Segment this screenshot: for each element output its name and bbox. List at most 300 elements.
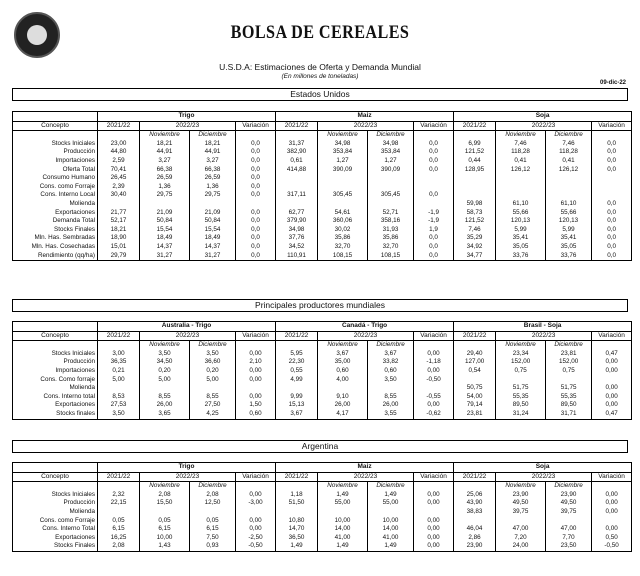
- value-cell: 3,67: [276, 410, 318, 419]
- value-cell: 1,36: [190, 183, 236, 192]
- value-cell: 18,90: [98, 234, 140, 243]
- value-cell: 54,61: [318, 209, 368, 218]
- value-cell: 0,0: [592, 226, 632, 235]
- row-label: Stocks finales: [13, 410, 98, 419]
- value-cell: 47,00: [496, 525, 546, 534]
- value-cell: -0,50: [236, 542, 276, 551]
- value-cell: 0,20: [190, 367, 236, 376]
- value-cell: [496, 174, 546, 183]
- value-cell: 0,0: [236, 226, 276, 235]
- diciembre-header: Diciembre: [546, 341, 592, 350]
- value-cell: 3,50: [368, 376, 414, 385]
- value-cell: 26,00: [140, 401, 190, 410]
- table-argentina: [12, 462, 632, 552]
- value-cell: 110,91: [276, 252, 318, 261]
- value-cell: 0,00: [236, 367, 276, 376]
- table-row: [13, 491, 632, 500]
- year-2021-header: 2021/22: [454, 472, 496, 482]
- value-cell: 0,0: [236, 140, 276, 149]
- year-2021-header: 2021/22: [276, 472, 318, 482]
- crop-header: Maiz: [276, 463, 454, 473]
- value-cell: 27,50: [190, 401, 236, 410]
- value-cell: [414, 174, 454, 183]
- value-cell: 49,50: [496, 499, 546, 508]
- value-cell: 0,00: [414, 517, 454, 526]
- month-blank: [454, 341, 496, 350]
- value-cell: 18,21: [98, 226, 140, 235]
- value-cell: 50,84: [190, 217, 236, 226]
- value-cell: 31,27: [140, 252, 190, 261]
- subtitle: U.S.D.A: Estimaciones de Oferta y Demanda Mundial: [219, 62, 421, 72]
- value-cell: 50,75: [454, 384, 496, 393]
- value-cell: 120,13: [496, 217, 546, 226]
- noviembre-header: Noviembre: [496, 482, 546, 491]
- value-cell: 0,0: [592, 243, 632, 252]
- value-cell: 35,41: [496, 234, 546, 243]
- value-cell: [236, 200, 276, 209]
- month-blank: [236, 482, 276, 491]
- value-cell: 7,46: [546, 140, 592, 149]
- value-cell: 0,61: [276, 157, 318, 166]
- table-row: [13, 252, 632, 261]
- value-cell: 0,00: [236, 525, 276, 534]
- value-cell: 0,0: [414, 191, 454, 200]
- value-cell: 0,00: [236, 491, 276, 500]
- value-cell: 22,15: [98, 499, 140, 508]
- month-blank: [454, 482, 496, 491]
- value-cell: 379,90: [276, 217, 318, 226]
- value-cell: 30,02: [318, 226, 368, 235]
- value-cell: 31,93: [368, 226, 414, 235]
- value-cell: 34,98: [318, 140, 368, 149]
- value-cell: 7,46: [496, 140, 546, 149]
- value-cell: 15,54: [190, 226, 236, 235]
- month-blank: [13, 482, 98, 491]
- value-cell: 79,14: [454, 401, 496, 410]
- value-cell: 51,75: [546, 384, 592, 393]
- table-row: [13, 534, 632, 543]
- value-cell: [546, 183, 592, 192]
- header-blank: [13, 463, 98, 473]
- value-cell: 14,70: [276, 525, 318, 534]
- value-cell: 44,91: [190, 148, 236, 157]
- value-cell: 0,00: [414, 534, 454, 543]
- value-cell: 52,71: [368, 209, 414, 218]
- value-cell: 317,11: [276, 191, 318, 200]
- value-cell: 23,81: [454, 410, 496, 419]
- table-row: [13, 191, 632, 200]
- value-cell: [592, 191, 632, 200]
- value-cell: 1,49: [318, 491, 368, 500]
- diciembre-header: Diciembre: [368, 482, 414, 491]
- diciembre-header: Diciembre: [190, 482, 236, 491]
- value-cell: [368, 174, 414, 183]
- concepto-header: Concepto: [13, 121, 98, 131]
- value-cell: 0,00: [236, 350, 276, 359]
- value-cell: 3,00: [98, 350, 140, 359]
- value-cell: 36,50: [276, 534, 318, 543]
- year-2022-header: 2022/23: [140, 331, 236, 341]
- value-cell: 0,55: [276, 367, 318, 376]
- value-cell: 34,52: [276, 243, 318, 252]
- value-cell: 128,95: [454, 166, 496, 175]
- value-cell: 44,80: [98, 148, 140, 157]
- value-cell: 108,15: [318, 252, 368, 261]
- value-cell: 1,49: [276, 542, 318, 551]
- value-cell: 1,9: [414, 226, 454, 235]
- value-cell: [318, 508, 368, 517]
- value-cell: -0,62: [414, 410, 454, 419]
- value-cell: 0,00: [592, 508, 632, 517]
- value-cell: 16,25: [98, 534, 140, 543]
- value-cell: 2,08: [140, 491, 190, 500]
- noviembre-header: Noviembre: [318, 131, 368, 140]
- value-cell: 0,54: [454, 367, 496, 376]
- table-row: [13, 140, 632, 149]
- value-cell: 118,28: [496, 148, 546, 157]
- value-cell: 382,90: [276, 148, 318, 157]
- value-cell: 62,77: [276, 209, 318, 218]
- value-cell: 2,32: [98, 491, 140, 500]
- value-cell: 44,91: [140, 148, 190, 157]
- value-cell: 0,05: [190, 517, 236, 526]
- value-cell: 31,27: [190, 252, 236, 261]
- row-label: Consumo Humano: [13, 174, 98, 183]
- value-cell: 5,99: [496, 226, 546, 235]
- value-cell: 21,77: [98, 209, 140, 218]
- year-2022-header: 2022/23: [318, 121, 414, 131]
- row-label: Stocks Iniciales: [13, 140, 98, 149]
- table-row: [13, 393, 632, 402]
- value-cell: 0,00: [414, 491, 454, 500]
- value-cell: 70,41: [98, 166, 140, 175]
- value-cell: [368, 183, 414, 192]
- value-cell: -0,55: [414, 393, 454, 402]
- value-cell: 0,05: [98, 517, 140, 526]
- value-cell: 1,49: [368, 542, 414, 551]
- month-blank: [276, 341, 318, 350]
- value-cell: 54,00: [454, 393, 496, 402]
- variacion-header: Variación: [592, 121, 632, 131]
- value-cell: [496, 191, 546, 200]
- value-cell: 24,00: [496, 542, 546, 551]
- value-cell: 35,86: [368, 234, 414, 243]
- value-cell: 10,80: [276, 517, 318, 526]
- variacion-header: Variación: [236, 121, 276, 131]
- value-cell: 0,41: [546, 157, 592, 166]
- value-cell: 2,08: [98, 542, 140, 551]
- value-cell: [454, 174, 496, 183]
- table-row: [13, 525, 632, 534]
- value-cell: 0,00: [592, 393, 632, 402]
- value-cell: 14,00: [318, 525, 368, 534]
- value-cell: -1,9: [414, 209, 454, 218]
- value-cell: [414, 183, 454, 192]
- value-cell: 0,00: [414, 499, 454, 508]
- value-cell: 0,00: [592, 525, 632, 534]
- value-cell: [190, 200, 236, 209]
- value-cell: [318, 384, 368, 393]
- table-principales-productores: [12, 321, 632, 420]
- row-label: Cons. como Forraje: [13, 183, 98, 192]
- row-label: Exportaciones: [13, 401, 98, 410]
- value-cell: 50,84: [140, 217, 190, 226]
- value-cell: [592, 517, 632, 526]
- month-blank: [454, 131, 496, 140]
- value-cell: 15,54: [140, 226, 190, 235]
- table-row: [13, 217, 632, 226]
- value-cell: [454, 191, 496, 200]
- value-cell: [276, 200, 318, 209]
- value-cell: 0,05: [140, 517, 190, 526]
- value-cell: 6,15: [98, 525, 140, 534]
- value-cell: 0,21: [98, 367, 140, 376]
- value-cell: 5,00: [98, 376, 140, 385]
- value-cell: 41,00: [368, 534, 414, 543]
- year-2021-header: 2021/22: [98, 472, 140, 482]
- value-cell: 33,82: [368, 358, 414, 367]
- variacion-header: Variación: [592, 331, 632, 341]
- value-cell: 22,30: [276, 358, 318, 367]
- value-cell: 33,76: [496, 252, 546, 261]
- row-label: Molienda: [13, 200, 98, 209]
- crop-header: Brasil - Soja: [454, 322, 632, 332]
- value-cell: [98, 384, 140, 393]
- value-cell: 0,47: [592, 410, 632, 419]
- value-cell: 0,0: [236, 252, 276, 261]
- table-row: [13, 508, 632, 517]
- value-cell: 0,50: [592, 534, 632, 543]
- value-cell: [140, 200, 190, 209]
- value-cell: 0,0: [414, 148, 454, 157]
- value-cell: 0,0: [592, 200, 632, 209]
- value-cell: 0,93: [190, 542, 236, 551]
- crop-header: Soja: [454, 112, 632, 122]
- value-cell: 31,71: [546, 410, 592, 419]
- value-cell: [276, 174, 318, 183]
- value-cell: 0,0: [414, 166, 454, 175]
- value-cell: 0,0: [414, 252, 454, 261]
- value-cell: 34,98: [368, 140, 414, 149]
- noviembre-header: Noviembre: [140, 131, 190, 140]
- crop-header: Trigo: [98, 112, 276, 122]
- value-cell: 26,00: [368, 401, 414, 410]
- crop-header: Maiz: [276, 112, 454, 122]
- value-cell: 0,0: [592, 157, 632, 166]
- month-blank: [276, 131, 318, 140]
- value-cell: 0,44: [454, 157, 496, 166]
- value-cell: 0,0: [414, 157, 454, 166]
- section-title-principales: Principales productores mundiales: [12, 299, 628, 312]
- value-cell: 126,12: [496, 166, 546, 175]
- month-blank: [13, 131, 98, 140]
- year-2021-header: 2021/22: [276, 331, 318, 341]
- value-cell: 0,0: [236, 234, 276, 243]
- value-cell: 7,46: [454, 226, 496, 235]
- value-cell: 34,50: [140, 358, 190, 367]
- value-cell: 0,0: [236, 243, 276, 252]
- value-cell: 120,13: [546, 217, 592, 226]
- month-blank: [98, 482, 140, 491]
- value-cell: 26,00: [318, 401, 368, 410]
- value-cell: 25,06: [454, 491, 496, 500]
- value-cell: [546, 517, 592, 526]
- table-row: [13, 384, 632, 393]
- value-cell: 0,0: [592, 209, 632, 218]
- value-cell: 2,10: [236, 358, 276, 367]
- month-blank: [236, 341, 276, 350]
- value-cell: 3,27: [190, 157, 236, 166]
- value-cell: 360,06: [318, 217, 368, 226]
- noviembre-header: Noviembre: [318, 482, 368, 491]
- value-cell: 3,50: [140, 350, 190, 359]
- table-row: [13, 157, 632, 166]
- value-cell: 0,00: [414, 350, 454, 359]
- noviembre-header: Noviembre: [496, 341, 546, 350]
- value-cell: [140, 508, 190, 517]
- value-cell: [318, 200, 368, 209]
- row-label: Producción: [13, 148, 98, 157]
- value-cell: 39,75: [546, 508, 592, 517]
- variacion-header: Variación: [236, 331, 276, 341]
- value-cell: 126,12: [546, 166, 592, 175]
- value-cell: [414, 508, 454, 517]
- value-cell: 46,04: [454, 525, 496, 534]
- value-cell: 52,17: [98, 217, 140, 226]
- value-cell: 5,00: [140, 376, 190, 385]
- row-label: Stocks Iniciales: [13, 350, 98, 359]
- value-cell: [318, 174, 368, 183]
- value-cell: 51,50: [276, 499, 318, 508]
- value-cell: 0,00: [592, 367, 632, 376]
- value-cell: 34,77: [454, 252, 496, 261]
- table-row: [13, 234, 632, 243]
- row-label: Cons. Como forraje: [13, 376, 98, 385]
- value-cell: 61,10: [496, 200, 546, 209]
- row-label: Importaciones: [13, 367, 98, 376]
- concepto-header: Concepto: [13, 331, 98, 341]
- value-cell: [368, 200, 414, 209]
- value-cell: -1,9: [414, 217, 454, 226]
- value-cell: 0,0: [236, 183, 276, 192]
- value-cell: 121,52: [454, 148, 496, 157]
- value-cell: [140, 384, 190, 393]
- value-cell: 4,99: [276, 376, 318, 385]
- value-cell: 2,39: [98, 183, 140, 192]
- table-row: [13, 499, 632, 508]
- value-cell: 26,59: [140, 174, 190, 183]
- value-cell: 23,34: [496, 350, 546, 359]
- crop-header: Canadá - Trigo: [276, 322, 454, 332]
- value-cell: 4,00: [318, 376, 368, 385]
- year-2021-header: 2021/22: [276, 121, 318, 131]
- value-cell: -2,50: [236, 534, 276, 543]
- value-cell: 31,37: [276, 140, 318, 149]
- value-cell: 21,09: [190, 209, 236, 218]
- value-cell: 18,49: [190, 234, 236, 243]
- value-cell: [592, 376, 632, 385]
- value-cell: 0,60: [236, 410, 276, 419]
- year-2022-header: 2022/23: [496, 331, 592, 341]
- value-cell: 66,38: [190, 166, 236, 175]
- value-cell: 55,00: [368, 499, 414, 508]
- year-2022-header: 2022/23: [496, 121, 592, 131]
- value-cell: 35,86: [318, 234, 368, 243]
- value-cell: 10,00: [140, 534, 190, 543]
- value-cell: 9,99: [276, 393, 318, 402]
- concepto-header: Concepto: [13, 472, 98, 482]
- value-cell: 305,45: [368, 191, 414, 200]
- value-cell: 29,40: [454, 350, 496, 359]
- value-cell: 58,73: [454, 209, 496, 218]
- diciembre-header: Diciembre: [190, 131, 236, 140]
- row-label: Importaciones: [13, 157, 98, 166]
- value-cell: -0,50: [592, 542, 632, 551]
- variacion-header: Variación: [414, 472, 454, 482]
- table-row: [13, 358, 632, 367]
- value-cell: 0,0: [592, 252, 632, 261]
- value-cell: 14,00: [368, 525, 414, 534]
- table-row: [13, 350, 632, 359]
- year-2021-header: 2021/22: [454, 121, 496, 131]
- value-cell: 29,75: [140, 191, 190, 200]
- value-cell: 0,00: [236, 393, 276, 402]
- value-cell: 12,50: [190, 499, 236, 508]
- value-cell: 108,15: [368, 252, 414, 261]
- value-cell: 18,21: [140, 140, 190, 149]
- month-blank: [414, 131, 454, 140]
- month-blank: [414, 341, 454, 350]
- value-cell: 4,25: [190, 410, 236, 419]
- value-cell: 0,20: [140, 367, 190, 376]
- value-cell: 47,00: [546, 525, 592, 534]
- value-cell: 36,60: [190, 358, 236, 367]
- value-cell: 35,00: [318, 358, 368, 367]
- value-cell: 305,45: [318, 191, 368, 200]
- value-cell: 10,00: [318, 517, 368, 526]
- value-cell: 35,05: [546, 243, 592, 252]
- value-cell: [414, 200, 454, 209]
- section-title-estados-unidos: Estados Unidos: [12, 88, 628, 101]
- report-date: 09-dic-22: [599, 80, 626, 86]
- value-cell: 0,47: [592, 350, 632, 359]
- value-cell: 35,05: [496, 243, 546, 252]
- year-2021-header: 2021/22: [98, 121, 140, 131]
- value-cell: 3,27: [140, 157, 190, 166]
- variacion-header: Variación: [414, 121, 454, 131]
- value-cell: 390,09: [368, 166, 414, 175]
- value-cell: 1,49: [368, 491, 414, 500]
- row-label: Molienda: [13, 508, 98, 517]
- value-cell: 0,00: [592, 384, 632, 393]
- value-cell: [276, 508, 318, 517]
- table-row: [13, 401, 632, 410]
- value-cell: 0,0: [592, 140, 632, 149]
- value-cell: 0,0: [236, 191, 276, 200]
- value-cell: 127,00: [454, 358, 496, 367]
- row-label: Oferta Total: [13, 166, 98, 175]
- value-cell: 0,60: [318, 367, 368, 376]
- value-cell: 51,75: [496, 384, 546, 393]
- month-blank: [276, 482, 318, 491]
- value-cell: 34,98: [276, 226, 318, 235]
- value-cell: [190, 384, 236, 393]
- table-row: [13, 226, 632, 235]
- table-row: [13, 200, 632, 209]
- value-cell: [276, 183, 318, 192]
- row-label: Stocks Iniciales: [13, 491, 98, 500]
- value-cell: [190, 508, 236, 517]
